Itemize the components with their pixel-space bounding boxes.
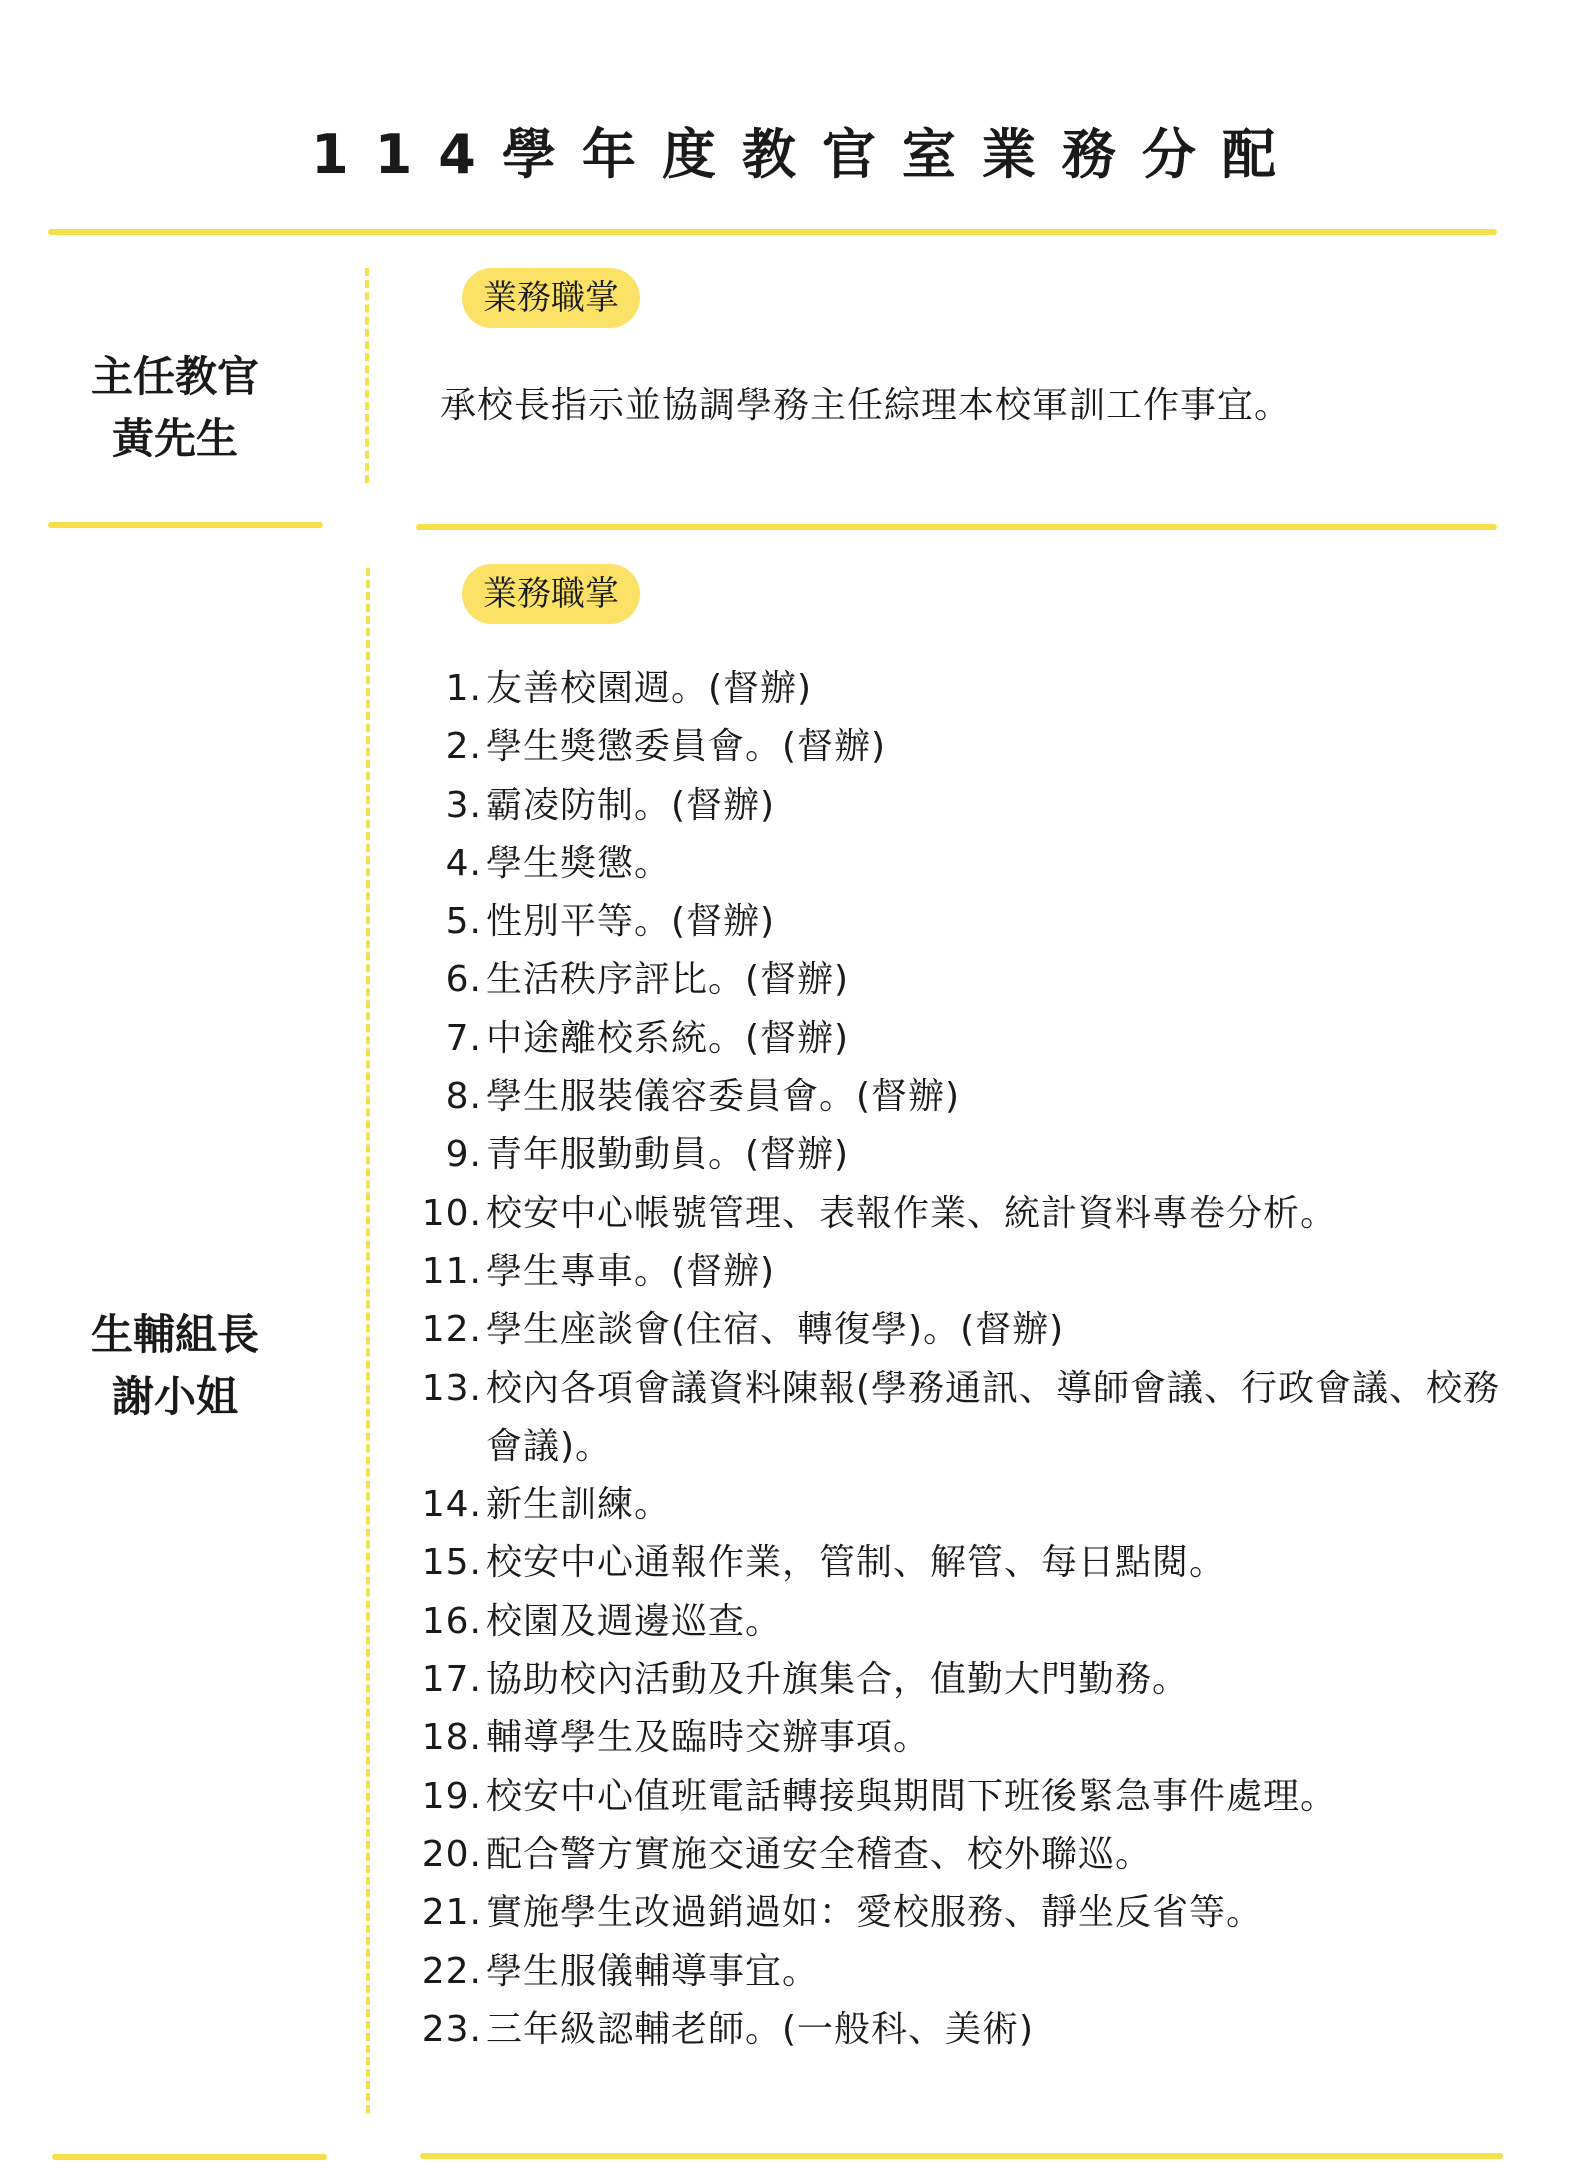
- list-item-number: 3.: [445, 784, 482, 826]
- section-2-badge: 業務職掌: [462, 564, 640, 624]
- list-item-text: 學生專車。(督辦): [486, 1250, 776, 1292]
- list-item: [410, 1185, 1510, 1243]
- list-item-text: 校安中心帳號管理、表報作業、統計資料專卷分析。: [486, 1192, 1338, 1234]
- list-item-number: 17.: [421, 1659, 482, 1701]
- section-2-divider-left: [52, 2154, 327, 2160]
- section-2-name: 謝小姐: [111, 1372, 238, 1421]
- list-item: [410, 1826, 1510, 1884]
- list-item: [410, 835, 1510, 893]
- list-item-text: 中途離校系統。(督辦): [486, 1017, 850, 1059]
- page-title: 114學年度教官室業務分配: [311, 123, 1302, 186]
- list-item-text: 三年級認輔老師。(一般科、美術): [486, 2008, 1035, 2050]
- section-1-person: [55, 346, 295, 470]
- list-item-text: 生活秩序評比。(督辦): [486, 959, 850, 1001]
- section-2-vertical-divider: [366, 568, 370, 2113]
- section-1-divider-right: [416, 524, 1497, 530]
- list-item: [410, 777, 1510, 835]
- list-item-text: 新生訓練。: [486, 1484, 672, 1526]
- section-2-divider-right: [420, 2153, 1503, 2159]
- list-item-number: 18.: [421, 1717, 482, 1759]
- list-item: [410, 1126, 1510, 1184]
- list-item: [410, 1943, 1510, 2001]
- list-item-text: 霸凌防制。(督辦): [486, 784, 776, 826]
- list-item: [410, 1068, 1510, 1126]
- section-2-person: [55, 1304, 295, 1428]
- list-item-number: 1.: [445, 668, 482, 709]
- list-item: [410, 1534, 1510, 1592]
- list-item: [410, 1301, 1510, 1359]
- section-1-duty: 承校長指示並協調學務主任綜理本校軍訓工作事宜。: [440, 385, 1292, 426]
- list-item: [410, 660, 1510, 718]
- list-item-text: 學生獎懲。: [486, 842, 672, 884]
- list-item-number: 2.: [445, 726, 482, 768]
- list-item-text: 性別平等。(督辦): [486, 901, 776, 943]
- section-1-name: 黃先生: [111, 414, 238, 463]
- list-item-text: 青年服勤動員。(督辦): [486, 1134, 850, 1176]
- list-item-text: 輔導學生及臨時交辦事項。: [486, 1717, 931, 1759]
- list-item-text: 校安中心通報作業，管制、解管、每日點閱。: [486, 1542, 1227, 1584]
- list-item-number: 20.: [421, 1833, 482, 1875]
- list-item: [410, 1709, 1510, 1767]
- list-item: [410, 1010, 1510, 1068]
- list-item-text: 實施學生改過銷過如：愛校服務、靜坐反省等。: [486, 1892, 1264, 1934]
- list-item: [410, 1593, 1510, 1651]
- list-item-number: 8.: [445, 1076, 482, 1118]
- section-1-vertical-divider: [365, 268, 369, 483]
- list-item: [410, 718, 1510, 776]
- list-item: [410, 1243, 1510, 1301]
- list-item-text: 配合警方實施交通安全稽查、校外聯巡。: [486, 1833, 1153, 1875]
- section-1-divider-left: [48, 522, 323, 528]
- list-item-number: 10.: [421, 1192, 482, 1234]
- section-1-badge: 業務職掌: [462, 268, 640, 328]
- list-item-text: 校安中心值班電話轉接與期間下班後緊急事件處理。: [486, 1775, 1338, 1817]
- list-item-number: 11.: [421, 1250, 482, 1292]
- list-item-number: 13.: [421, 1367, 482, 1409]
- list-item-number: 22.: [421, 1950, 482, 1992]
- list-item-number: 5.: [445, 901, 482, 943]
- section-1-role: 主任教官: [90, 352, 259, 401]
- duty-list: [410, 660, 1510, 2059]
- list-item-number: 9.: [445, 1134, 482, 1176]
- list-item-number: 4.: [445, 842, 482, 884]
- list-item-number: 23.: [421, 2008, 482, 2050]
- section-2-role: 生輔組長: [90, 1310, 259, 1359]
- list-item-text: 學生服儀輔導事宜。: [486, 1950, 820, 1992]
- list-item-text: 學生獎懲委員會。(督辦): [486, 726, 887, 768]
- list-item: [410, 1768, 1510, 1826]
- list-item-number: 16.: [421, 1600, 482, 1642]
- list-item-text: 友善校園週。(督辦): [486, 668, 813, 709]
- list-item: [410, 1360, 1510, 1477]
- list-item: [410, 893, 1510, 951]
- list-item: [410, 2001, 1510, 2059]
- list-item-text: 協助校內活動及升旗集合，值勤大門勤務。: [486, 1659, 1190, 1701]
- list-item-number: 6.: [445, 959, 482, 1001]
- list-item-number: 19.: [421, 1775, 482, 1817]
- list-item: [410, 951, 1510, 1009]
- title-divider: [48, 229, 1497, 235]
- list-item: [410, 1651, 1510, 1709]
- list-item-number: 7.: [445, 1017, 482, 1059]
- list-item: [410, 1476, 1510, 1534]
- list-item-text: 校園及週邊巡查。: [486, 1600, 783, 1642]
- list-item: [410, 1884, 1510, 1942]
- list-item-number: 12.: [421, 1309, 482, 1351]
- list-item-number: 21.: [421, 1892, 482, 1934]
- list-item-text: 校內各項會議資料陳報(學務通訊、導師會議、行政會議、校務會議)。: [486, 1367, 1501, 1467]
- list-item-number: 14.: [421, 1484, 482, 1526]
- list-item-text: 學生座談會(住宿、轉復學)。(督辦): [486, 1309, 1065, 1351]
- list-item-text: 學生服裝儀容委員會。(督辦): [486, 1076, 961, 1118]
- list-item-number: 15.: [421, 1542, 482, 1584]
